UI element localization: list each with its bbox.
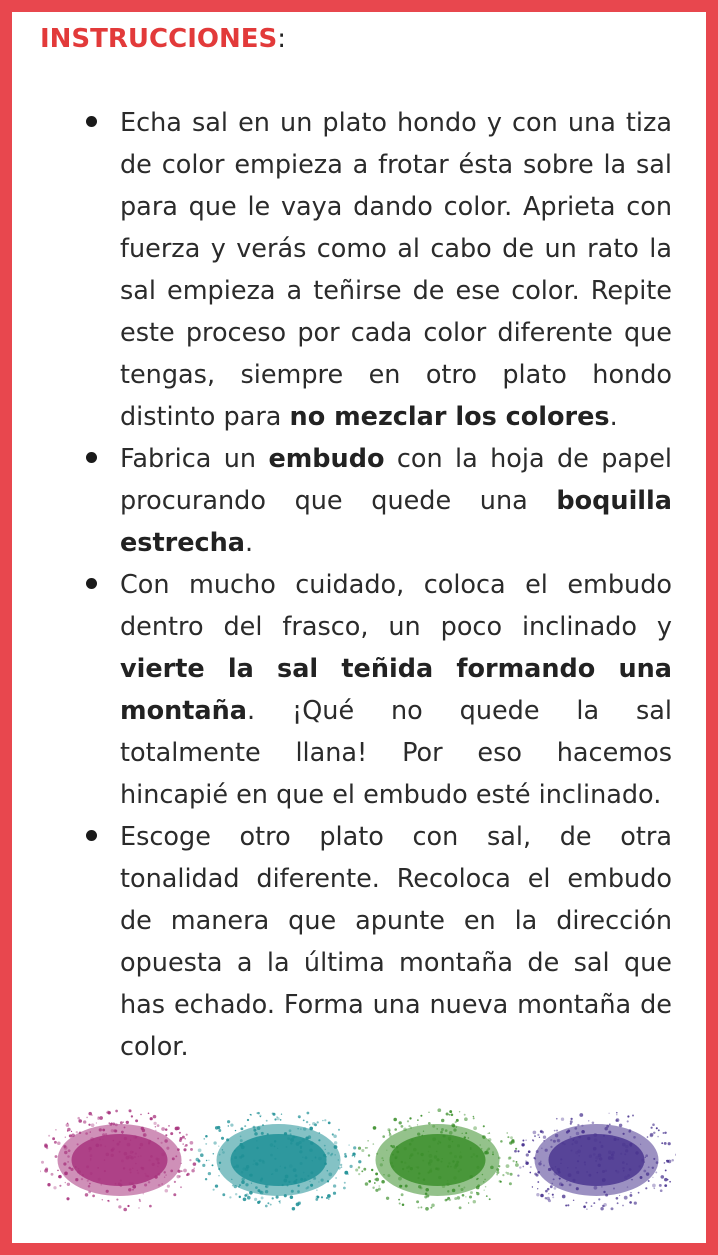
salt-pile-4 xyxy=(514,1112,676,1211)
colored-salt-piles xyxy=(40,1104,676,1214)
emphasis-text: boquilla estrecha xyxy=(120,486,672,558)
salt-pile-3 xyxy=(355,1108,519,1210)
instruction-text: Fabrica un xyxy=(120,444,269,474)
salt-pile-2 xyxy=(196,1112,362,1211)
instruction-item xyxy=(120,816,672,1068)
instruction-text: . ¡Qué no quede la sal totalmente llana! Por eso hacemos hincapié en que el embudo esté inclinado. xyxy=(120,696,672,810)
section-heading xyxy=(40,22,286,56)
instruction-item xyxy=(120,102,672,438)
heading-colon: : xyxy=(277,24,286,54)
instruction-text: Con mucho cuidado, coloca el embudo dentro del frasco, un poco inclinado y xyxy=(120,570,672,642)
instruction-text: Echa sal en un plato hondo y con una tiza de color empieza a frotar ésta sobre la sal para que le vaya dando color. Aprieta con fuerza y verás como al cabo de un rato la sal empieza a teñirse de ese color. Repite este proceso por cada color diferente que tengas, siempre en otro plato hondo distinto para xyxy=(120,108,672,432)
salt-pile-1 xyxy=(40,1109,200,1211)
emphasis-text: no mezclar los colores xyxy=(289,402,610,432)
instruction-item xyxy=(120,438,672,564)
instruction-list xyxy=(120,102,672,1068)
instruction-text: con la hoja de papel procurando que quede una xyxy=(120,444,672,516)
emphasis-text: vierte la sal teñida formando una montaña xyxy=(120,654,672,726)
heading-label: INSTRUCCIONES xyxy=(40,24,278,54)
instruction-text: Escoge otro plato con sal, de otra tonalidad diferente. Recoloca el embudo de manera que apunte en la dirección opuesta a la última montaña de sal que has echado. Forma una nueva montaña de color. xyxy=(120,822,672,1062)
emphasis-text: embudo xyxy=(268,444,385,474)
instruction-text: . xyxy=(609,402,618,432)
instruction-text: . xyxy=(245,528,254,558)
instruction-item xyxy=(120,564,672,816)
